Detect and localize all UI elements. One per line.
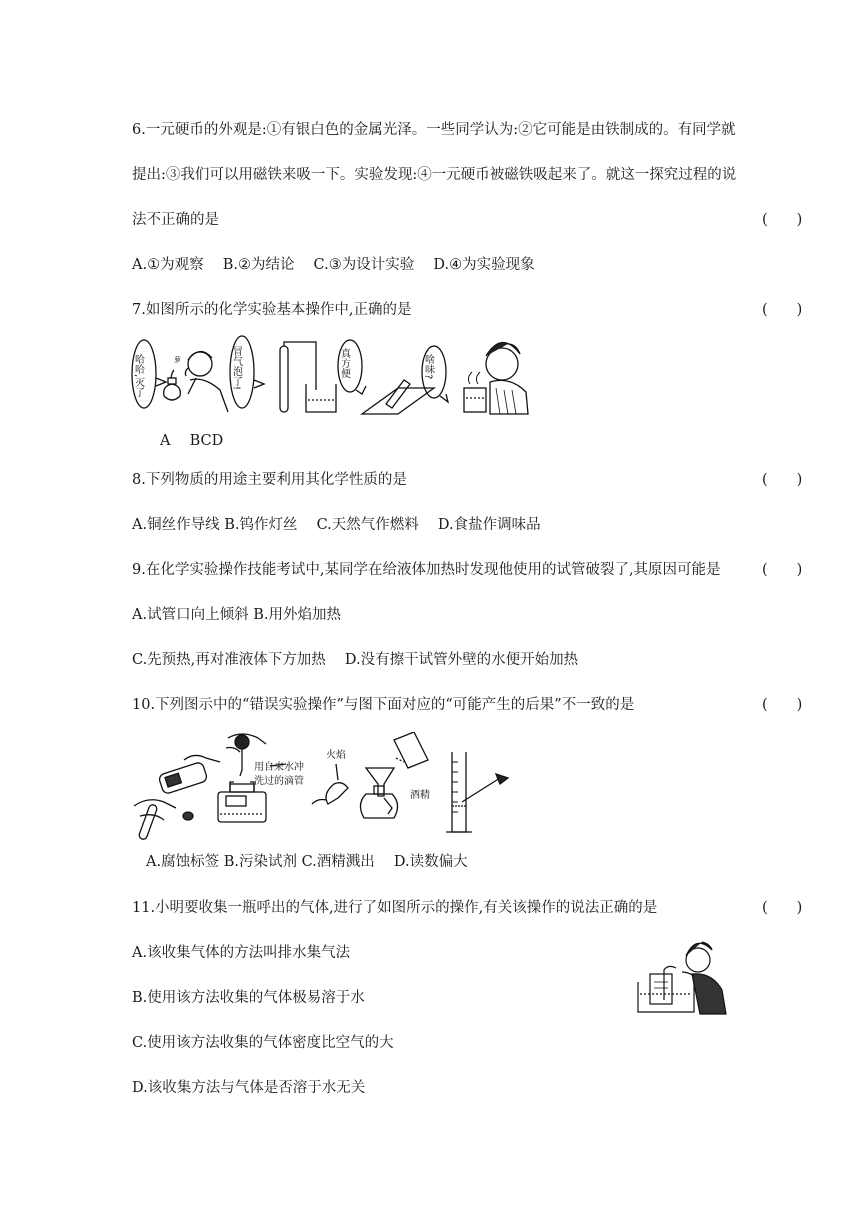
q10-answer-blank: ( ) [762,697,803,713]
q10-stem: 10.下列图示中的“错误实验操作”与图下面对应的“可能产生的后果”不一致的是 [132,697,635,713]
q7-options: A BCD [160,433,224,449]
q11-option-a: A.该收集气体的方法叫排水集气法 [132,945,351,961]
q10-options: A.腐蚀标签 B.污染试剂 C.酒精溅出 D.读数偏大 [146,854,468,870]
q9-answer-blank: ( ) [762,562,803,578]
q7-answer-blank: ( ) [762,302,803,318]
q10-flame-text: 火焰 [326,750,346,761]
q7-bubble-d-text: 啥味? [422,354,434,380]
q10-figure [130,732,515,844]
q6-answer-blank: ( ) [762,212,803,228]
q7-stem: 7.如图所示的化学实验基本操作中,正确的是 [132,302,412,318]
q7-figure [130,332,530,416]
q6-options: A.①为观察 B.②为结论 C.③为设计实验 D.④为实验现象 [132,257,535,273]
q6-stem-line3: 法不正确的是 [132,212,219,228]
q11-option-b: B.使用该方法收集的气体极易溶于水 [132,990,365,1006]
q11-figure [636,938,732,1016]
q10-alcohol-lamp [360,794,397,818]
q10-eye [496,774,508,784]
q10-test-tube-a [138,804,158,841]
q10-stopper [183,812,193,820]
q7-bubble-a-text: 哈哈,灭了 [132,354,144,398]
q8-answer-blank: ( ) [762,472,803,488]
q11-option-d: D.该收集方法与气体是否溶于水无关 [132,1080,366,1096]
q11-stem: 11.小明要收集一瓶呼出的气体,进行了如图所示的操作,有关该操作的说法正确的是 [132,900,658,916]
q7-beaker [306,384,336,412]
q9-options-line1: A.试管口向上倾斜 B.用外焰加热 [132,607,341,623]
q10-pouring-beaker [394,732,428,768]
q7-bubble-b-text: 冒气泡了! [230,346,242,391]
q11-tube [664,966,676,1000]
q8-stem: 8.下列物质的用途主要利用其化学性质的是 [132,472,407,488]
q7-test-tube [280,346,288,412]
q6-stem-line2: 提出:③我们可以用磁铁来吸一下。实验发现:④一元硬币被磁铁吸起来了。就这一探究过程的说 [132,167,737,183]
q7-alcohol-lamp [164,384,181,400]
q10-dropper-note-1: 用自来水冲 [254,762,304,773]
q9-options-line2: C.先预热,再对准液体下方加热 D.没有擦干试管外壁的水便开始加热 [132,652,579,668]
q7-beaker-d [464,388,486,412]
q10-alcohol-text: 酒精 [410,790,430,801]
q10-dropper [240,748,242,776]
q10-dropper-note-2: 洗过的滴管 [254,776,304,787]
q11-option-c: C.使用该方法收集的气体密度比空气的大 [132,1035,394,1051]
q11-water-trough [638,982,694,1012]
q8-options: A.铜丝作导线 B.钨作灯丝 C.天然气作燃料 D.食盐作调味品 [132,517,541,533]
q11-answer-blank: ( ) [762,900,803,916]
q11-gas-bottle [650,974,672,1004]
q9-stem: 9.在化学实验操作技能考试中,某同学在给液体加热时发现他使用的试管破裂了,其原因可能是 [132,562,721,578]
q7-bubble-c-text: 真方便 [338,348,350,378]
q7-sigh-text: 萝 [174,356,181,364]
q10-sightline [462,778,500,802]
q10-hand-c [312,800,326,805]
q6-stem-line1: 6.一元硬币的外观是:①有银白色的金属光泽。一些同学认为:②它可能是由铁制成的。有同学就 [132,122,736,138]
q10-funnel [366,768,394,796]
q10-hands-a [134,800,176,820]
